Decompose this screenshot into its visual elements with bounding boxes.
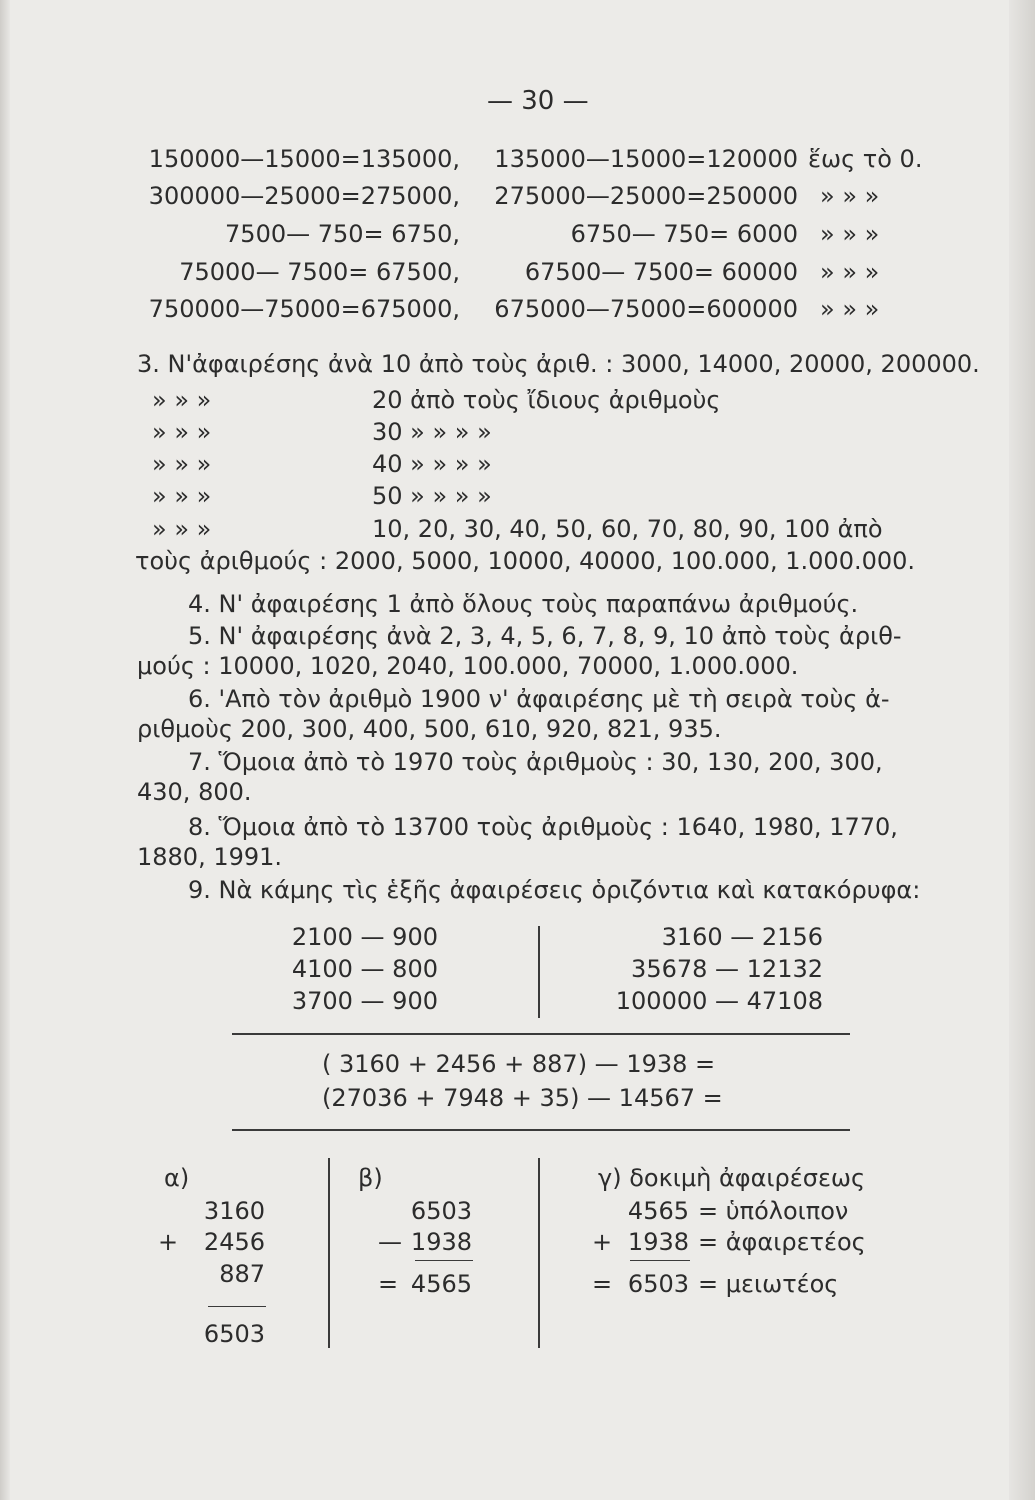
row-b: 6750— 750= 6000 xyxy=(570,220,798,248)
rule xyxy=(232,1033,850,1035)
ex9-column-divider xyxy=(538,926,540,1018)
exercise-3-last-line: τοὺς ἀριθμούς : 2000, 5000, 10000, 40000, 100.000, 1.000.000. xyxy=(135,547,916,575)
work-divider-1 xyxy=(328,1158,330,1348)
row-b: 275000—25000=250000 xyxy=(494,182,798,210)
row-c: » » » xyxy=(820,220,880,248)
minus-sign: — xyxy=(378,1228,402,1256)
work-g-w2: = ἀφαιρετέος xyxy=(698,1228,866,1256)
work-a-label: α) xyxy=(164,1164,190,1192)
row-b: 67500— 7500= 60000 xyxy=(524,258,798,286)
equals-sign: = xyxy=(592,1270,613,1298)
work-a-n1: 3160 xyxy=(203,1197,265,1225)
check-line xyxy=(630,1260,690,1261)
ditto-text: 30 » » » » xyxy=(372,418,492,446)
ex9-left-item: 3700 — 900 xyxy=(291,987,438,1015)
row-a: 75000— 7500= 67500, xyxy=(179,258,460,286)
ditto-text: 10, 20, 30, 40, 50, 60, 70, 80, 90, 100 ἀπὸ xyxy=(372,515,883,543)
exercise-4: 4. Ν' ἀφαιρέσης 1 ἀπὸ ὅλους τοὺς παραπάνω ἀριθμούς. xyxy=(188,590,859,618)
equals-sign: = xyxy=(378,1270,399,1298)
ditto-marks: » » » xyxy=(152,450,212,478)
ditto-marks: » » » xyxy=(152,482,212,510)
ex9-left-item: 4100 — 800 xyxy=(291,955,438,983)
page-number: — 30 — xyxy=(487,86,589,116)
ditto-marks: » » » xyxy=(152,386,212,414)
plus-sign: + xyxy=(592,1228,613,1256)
work-g-w1: = ὑπόλοιπον xyxy=(698,1197,849,1225)
work-b-label: β) xyxy=(358,1164,383,1192)
exercise-6-line1: 6. 'Απὸ τὸν ἀριθμὸ 1900 ν' ἀφαιρέσης μὲ τὴ σειρὰ τοὺς ἀ- xyxy=(188,685,890,713)
row-c: » » » xyxy=(820,258,880,286)
work-g-label: γ) δοκιμὴ ἀφαιρέσεως xyxy=(598,1164,866,1192)
ditto-marks: » » » xyxy=(152,515,212,543)
row-a: 750000—75000=675000, xyxy=(148,295,460,323)
ex9-left-item: 2100 — 900 xyxy=(291,923,438,951)
exercise-7-line2: 430, 800. xyxy=(137,778,252,806)
exercise-9-line1: 9. Νὰ κάμης τὶς ἑξῆς ἀφαιρέσεις ὁριζόντια καὶ κατακόρυφα: xyxy=(188,876,921,904)
ditto-marks: » » » xyxy=(152,418,212,446)
sum-line xyxy=(208,1306,266,1307)
row-b: 135000—15000=120000 xyxy=(494,145,798,173)
ex9-right-item: 100000 — 47108 xyxy=(615,987,823,1015)
work-b-n2: 1938 xyxy=(410,1228,472,1256)
work-b-res: 4565 xyxy=(410,1270,472,1298)
work-divider-2 xyxy=(538,1158,540,1348)
row-b: 675000—75000=600000 xyxy=(494,295,798,323)
exercise-8-line1: 8. Ὅμοια ἀπὸ τὸ 13700 τοὺς ἀριθμοὺς : 1640, 1980, 1770, xyxy=(188,813,898,841)
ditto-text: 50 » » » » xyxy=(372,482,492,510)
equation-2: (27036 + 7948 + 35) — 14567 = xyxy=(322,1084,723,1112)
exercise-8-line2: 1880, 1991. xyxy=(137,843,283,871)
work-g-w3: = μειωτέος xyxy=(698,1270,839,1298)
equation-1: ( 3160 + 2456 + 887) — 1938 = xyxy=(322,1050,716,1078)
exercise-7-line1: 7. Ὅμοια ἀπὸ τὸ 1970 τοὺς ἀριθμοὺς : 30, 130, 200, 300, xyxy=(188,748,883,776)
row-c: ἕως τὸ 0. xyxy=(808,145,923,173)
work-a-sum: 6503 xyxy=(203,1320,265,1348)
row-c: » » » xyxy=(820,182,880,210)
row-a: 300000—25000=275000, xyxy=(148,182,460,210)
ditto-text: 20 ἀπὸ τοὺς ἴδιους ἀριθμοὺς xyxy=(372,386,721,414)
exercise-3-line1: 3. Ν'ἀφαιρέσης ἀνὰ 10 ἀπὸ τοὺς ἀριθ. : 3000, 14000, 20000, 200000. xyxy=(137,350,980,378)
ex9-right-item: 3160 — 2156 xyxy=(661,923,823,951)
ditto-text: 40 » » » » xyxy=(372,450,492,478)
work-g-n3: 6503 xyxy=(627,1270,689,1298)
ex9-right-item: 35678 — 12132 xyxy=(631,955,823,983)
page-edge-left xyxy=(0,0,10,1500)
rule xyxy=(232,1129,850,1131)
plus-sign: + xyxy=(158,1228,179,1256)
row-c: » » » xyxy=(820,295,880,323)
row-a: 150000—15000=135000, xyxy=(148,145,460,173)
page-edge-right xyxy=(1009,0,1035,1500)
work-b-n1: 6503 xyxy=(410,1197,472,1225)
exercise-5-line1: 5. Ν' ἀφαιρέσης ἀνὰ 2, 3, 4, 5, 6, 7, 8, 9, 10 ἀπὸ τοὺς ἀριθ- xyxy=(188,622,902,650)
work-g-n1: 4565 xyxy=(627,1197,689,1225)
diff-line xyxy=(415,1260,473,1261)
work-a-n3: 887 xyxy=(219,1260,265,1288)
row-a: 7500— 750= 6750, xyxy=(225,220,460,248)
work-g-n2: 1938 xyxy=(627,1228,689,1256)
exercise-5-line2: μούς : 10000, 1020, 2040, 100.000, 70000, 1.000.000. xyxy=(137,652,799,680)
work-a-n2: 2456 xyxy=(203,1228,265,1256)
exercise-6-line2: ριθμοὺς 200, 300, 400, 500, 610, 920, 821, 935. xyxy=(137,715,722,743)
